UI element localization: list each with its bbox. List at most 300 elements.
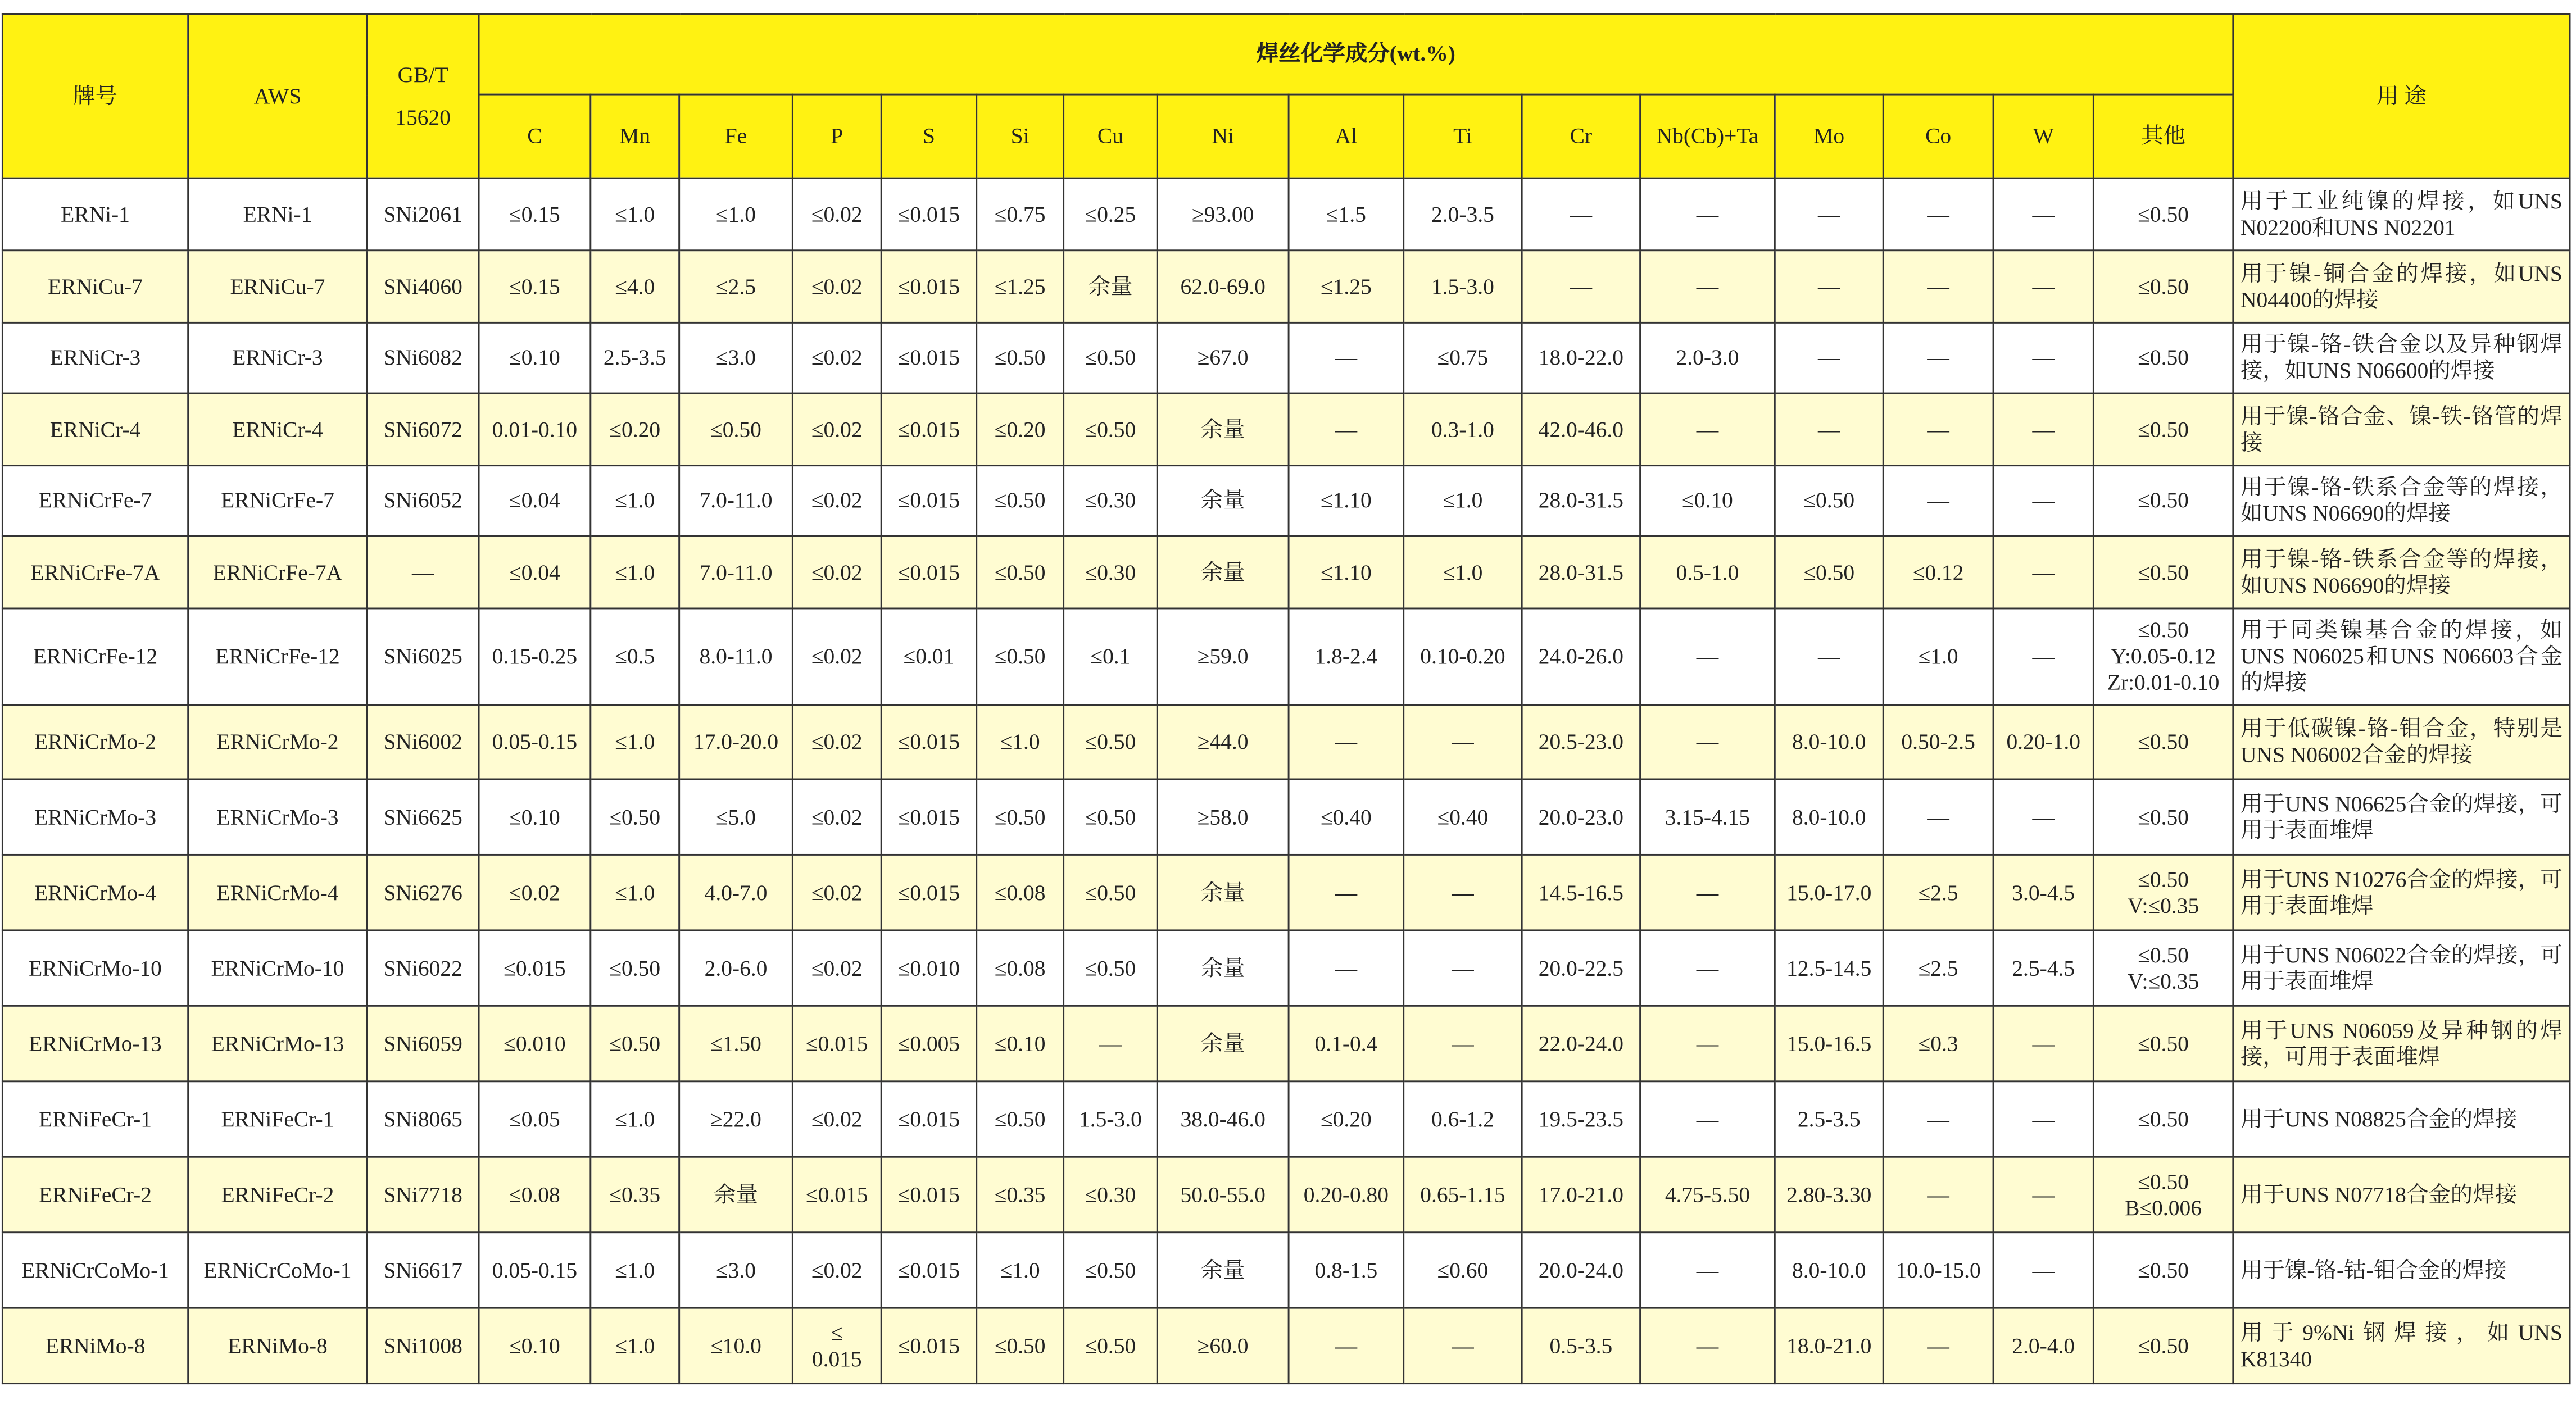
composition-cell: ≤0.10 — [479, 1308, 591, 1383]
aws-cell: ERNiCrMo-4 — [188, 855, 368, 930]
gbt-cell: SNi6002 — [367, 705, 479, 779]
grade-cell: ERNiMo-8 — [2, 1308, 188, 1383]
composition-cell: 24.0-26.0 — [1522, 608, 1640, 705]
composition-cell: ≥67.0 — [1157, 322, 1289, 393]
composition-cell: — — [1640, 1006, 1775, 1081]
composition-cell: 余量 — [1157, 536, 1289, 608]
composition-cell: ≤0.10 — [479, 779, 591, 855]
gbt-cell: SNi4060 — [367, 251, 479, 323]
grade-cell: ERNiCrFe-7 — [2, 466, 188, 537]
composition-cell: ≤0.10 — [1640, 466, 1775, 537]
composition-cell: — — [1404, 930, 1522, 1006]
composition-cell: 15.0-17.0 — [1775, 855, 1883, 930]
composition-cell: ≤2.5 — [1883, 930, 1993, 1006]
header-element: Co — [1883, 94, 1993, 178]
composition-cell: ≤0.02 — [792, 608, 881, 705]
composition-cell: ≤0.015 — [881, 1233, 977, 1308]
composition-cell: ≤0.20 — [977, 393, 1064, 466]
composition-cell: ≤0.35 — [977, 1157, 1064, 1232]
table-row — [2, 466, 2570, 537]
composition-cell: ≤1.0 — [591, 178, 679, 251]
composition-cell: ≤0.15 — [479, 251, 591, 323]
gbt-cell: SNi6052 — [367, 466, 479, 537]
composition-cell: — — [1775, 251, 1883, 323]
composition-cell: ≤10.0 — [679, 1308, 793, 1383]
composition-cell: ≤0.02 — [792, 393, 881, 466]
composition-cell: — — [1404, 855, 1522, 930]
composition-cell: 余量 — [679, 1157, 793, 1232]
composition-cell: — — [1883, 779, 1993, 855]
composition-cell: ≤1.10 — [1289, 466, 1404, 537]
composition-cell: ≤0.50 — [2093, 1006, 2233, 1081]
composition-cell: ≤0.08 — [977, 930, 1064, 1006]
composition-cell: 18.0-22.0 — [1522, 322, 1640, 393]
composition-cell: — — [1289, 1308, 1404, 1383]
composition-cell: — — [1883, 1157, 1993, 1232]
usage-cell: 用于UNS N06625合金的焊接，可用于表面堆焊 — [2233, 779, 2570, 855]
composition-cell: — — [1640, 1233, 1775, 1308]
composition-cell: ≤1.0 — [591, 536, 679, 608]
grade-cell: ERNiFeCr-2 — [2, 1157, 188, 1232]
composition-cell: ≤0.50 — [2093, 322, 2233, 393]
composition-cell: 余量 — [1157, 855, 1289, 930]
composition-cell: 2.0-3.0 — [1640, 322, 1775, 393]
usage-cell: 用于镍-铬-铁系合金等的焊接，如UNS N06690的焊接 — [2233, 466, 2570, 537]
aws-cell: ERNiCrMo-2 — [188, 705, 368, 779]
composition-cell: 2.0-6.0 — [679, 930, 793, 1006]
composition-cell: 2.5-4.5 — [1993, 930, 2093, 1006]
composition-cell: 20.0-24.0 — [1522, 1233, 1640, 1308]
composition-cell: ≤0.50 — [977, 1081, 1064, 1157]
composition-cell: ≤0.02 — [792, 466, 881, 537]
composition-cell: ≤0.50 — [977, 779, 1064, 855]
composition-cell: ≤1.10 — [1289, 536, 1404, 608]
composition-cell: ≥58.0 — [1157, 779, 1289, 855]
composition-cell: ≤1.0 — [591, 1081, 679, 1157]
composition-cell: ≤4.0 — [591, 251, 679, 323]
header-element: Si — [977, 94, 1064, 178]
composition-cell: ≤1.0 — [591, 705, 679, 779]
composition-cell: ≤0.010 — [881, 930, 977, 1006]
composition-cell: ≤0.50 — [591, 1006, 679, 1081]
usage-cell: 用于镍-铬-铁系合金等的焊接，如UNS N06690的焊接 — [2233, 536, 2570, 608]
composition-cell: ≤0.50 — [1064, 1233, 1158, 1308]
usage-cell: 用于低碳镍-铬-钼合金，特别是UNS N06002合金的焊接 — [2233, 705, 2570, 779]
composition-cell: 1.5-3.0 — [1404, 251, 1522, 323]
composition-cell: 2.5-3.5 — [1775, 1081, 1883, 1157]
composition-cell: ≤0.12 — [1883, 536, 1993, 608]
composition-cell: 0.50-2.5 — [1883, 705, 1993, 779]
composition-cell: 4.75-5.50 — [1640, 1157, 1775, 1232]
gbt-cell: SNi2061 — [367, 178, 479, 251]
usage-cell: 用于UNS N07718合金的焊接 — [2233, 1157, 2570, 1232]
table-row — [2, 1157, 2570, 1232]
composition-cell: ≤0.15 — [479, 178, 591, 251]
composition-cell: ≤2.5 — [1883, 855, 1993, 930]
gbt-cell: SNi6617 — [367, 1233, 479, 1308]
grade-cell: ERNiCrCoMo-1 — [2, 1233, 188, 1308]
composition-cell: — — [1404, 705, 1522, 779]
gbt-cell: SNi6082 — [367, 322, 479, 393]
composition-cell: 50.0-55.0 — [1157, 1157, 1289, 1232]
table-row — [2, 178, 2570, 251]
header-element: Mn — [591, 94, 679, 178]
composition-cell: — — [1993, 1081, 2093, 1157]
gbt-cell: SNi8065 — [367, 1081, 479, 1157]
composition-cell: ≤1.25 — [1289, 251, 1404, 323]
composition-cell: ≤0.02 — [792, 779, 881, 855]
aws-cell: ERNiCr-3 — [188, 322, 368, 393]
composition-cell: 20.5-23.0 — [1522, 705, 1640, 779]
grade-cell: ERNiCrFe-7A — [2, 536, 188, 608]
header-composition-title: 焊丝化学成分(wt.%) — [479, 14, 2233, 94]
composition-cell: 8.0-10.0 — [1775, 1233, 1883, 1308]
composition-cell: ≤0.04 — [479, 536, 591, 608]
composition-cell: ≤3.0 — [679, 1233, 793, 1308]
composition-cell: — — [1775, 178, 1883, 251]
composition-cell: 0.5-3.5 — [1522, 1308, 1640, 1383]
usage-cell: 用于UNS N10276合金的焊接，可用于表面堆焊 — [2233, 855, 2570, 930]
gbt-cell: SNi6022 — [367, 930, 479, 1006]
composition-cell: 2.5-3.5 — [591, 322, 679, 393]
composition-cell: 0.10-0.20 — [1404, 608, 1522, 705]
composition-cell: ≤0.75 — [1404, 322, 1522, 393]
gbt-cell: SNi6059 — [367, 1006, 479, 1081]
composition-cell: ≤1.0 — [591, 855, 679, 930]
composition-cell: — — [1640, 855, 1775, 930]
composition-cell: ≥22.0 — [679, 1081, 793, 1157]
grade-cell: ERNiFeCr-1 — [2, 1081, 188, 1157]
composition-cell: ≤0.08 — [479, 1157, 591, 1232]
composition-cell: — — [1775, 393, 1883, 466]
gbt-cell: SNi6072 — [367, 393, 479, 466]
composition-cell: — — [1640, 1081, 1775, 1157]
header-grade: 牌号 — [2, 14, 188, 178]
composition-cell: ≤0.015 — [881, 536, 977, 608]
composition-cell: 3.15-4.15 — [1640, 779, 1775, 855]
header-element: Nb(Cb)+Ta — [1640, 94, 1775, 178]
composition-cell: — — [1883, 466, 1993, 537]
composition-cell: ≤0.60 — [1404, 1233, 1522, 1308]
aws-cell: ERNiFeCr-2 — [188, 1157, 368, 1232]
composition-cell: ≤0.50 — [977, 1308, 1064, 1383]
composition-cell: ≤0.40 — [1404, 779, 1522, 855]
composition-cell: ≤1.0 — [1404, 466, 1522, 537]
grade-cell: ERNiCrFe-12 — [2, 608, 188, 705]
composition-cell: — — [1883, 1308, 1993, 1383]
composition-cell: ≤0.02 — [792, 178, 881, 251]
composition-cell: 7.0-11.0 — [679, 466, 793, 537]
composition-cell: ≤1.0 — [591, 1308, 679, 1383]
header-element: S — [881, 94, 977, 178]
composition-cell: ≥93.00 — [1157, 178, 1289, 251]
composition-cell: — — [1640, 393, 1775, 466]
table-row — [2, 322, 2570, 393]
header-element: P — [792, 94, 881, 178]
composition-cell: 10.0-15.0 — [1883, 1233, 1993, 1308]
composition-cell: ≤0.40 — [1289, 779, 1404, 855]
table-row — [2, 930, 2570, 1006]
composition-cell: ≤0.50 B≤0.006 — [2093, 1157, 2233, 1232]
composition-cell: 0.3-1.0 — [1404, 393, 1522, 466]
composition-cell: ≤0.50 — [591, 779, 679, 855]
composition-cell: — — [1640, 608, 1775, 705]
composition-cell: — — [1883, 1081, 1993, 1157]
composition-cell: 0.05-0.15 — [479, 705, 591, 779]
usage-cell: 用于9%Ni钢焊接，如UNS K81340 — [2233, 1308, 2570, 1383]
composition-cell: ≤0.005 — [881, 1006, 977, 1081]
composition-cell: 18.0-21.0 — [1775, 1308, 1883, 1383]
composition-cell: 0.6-1.2 — [1404, 1081, 1522, 1157]
composition-cell: ≤0.015 — [792, 1157, 881, 1232]
composition-cell: 14.5-16.5 — [1522, 855, 1640, 930]
composition-cell: — — [1993, 393, 2093, 466]
composition-cell: — — [1640, 1308, 1775, 1383]
composition-cell: — — [1522, 178, 1640, 251]
composition-cell: ≤1.0 — [1883, 608, 1993, 705]
composition-cell: ≤0.50 — [977, 536, 1064, 608]
composition-cell: ≤1.50 — [679, 1006, 793, 1081]
composition-cell: ≤0.50 — [2093, 466, 2233, 537]
composition-cell: — — [1993, 1233, 2093, 1308]
welding-wire-composition-table — [2, 13, 2571, 1384]
table-row — [2, 608, 2570, 705]
composition-cell: 余量 — [1157, 393, 1289, 466]
composition-cell: 2.0-3.5 — [1404, 178, 1522, 251]
composition-cell: — — [1640, 705, 1775, 779]
composition-cell: ≤0.015 — [881, 705, 977, 779]
composition-cell: ≤1.25 — [977, 251, 1064, 323]
aws-cell: ERNi-1 — [188, 178, 368, 251]
composition-cell: 15.0-16.5 — [1775, 1006, 1883, 1081]
header-gbt: GB/T 15620 — [367, 14, 479, 178]
composition-cell: ≤0.50 — [977, 466, 1064, 537]
table-row — [2, 1233, 2570, 1308]
composition-cell: ≤2.5 — [679, 251, 793, 323]
grade-cell: ERNiCrMo-2 — [2, 705, 188, 779]
composition-cell: — — [1993, 322, 2093, 393]
aws-cell: ERNiCr-4 — [188, 393, 368, 466]
composition-cell: ≤0.30 — [1064, 1157, 1158, 1232]
composition-cell: ≤3.0 — [679, 322, 793, 393]
composition-cell: 22.0-24.0 — [1522, 1006, 1640, 1081]
composition-cell: — — [1993, 1006, 2093, 1081]
composition-cell: 62.0-69.0 — [1157, 251, 1289, 323]
composition-cell: — — [1993, 536, 2093, 608]
composition-cell: — — [1993, 251, 2093, 323]
composition-cell: — — [1775, 322, 1883, 393]
composition-cell: ≤0.50 — [2093, 393, 2233, 466]
header-element: Ni — [1157, 94, 1289, 178]
header-element: Cu — [1064, 94, 1158, 178]
composition-cell: ≤0.50 — [1064, 705, 1158, 779]
composition-cell: 17.0-21.0 — [1522, 1157, 1640, 1232]
header-aws: AWS — [188, 14, 368, 178]
usage-cell: 用于UNS N08825合金的焊接 — [2233, 1081, 2570, 1157]
composition-cell: ≤0.50 — [2093, 251, 2233, 323]
composition-cell: — — [1775, 608, 1883, 705]
composition-cell: ≤0.25 — [1064, 178, 1158, 251]
composition-cell: ≤0.50 — [1775, 536, 1883, 608]
composition-cell: 4.0-7.0 — [679, 855, 793, 930]
composition-cell: ≤0.08 — [977, 855, 1064, 930]
aws-cell: ERNiCrMo-10 — [188, 930, 368, 1006]
composition-cell: ≤0.10 — [977, 1006, 1064, 1081]
composition-cell: ≤1.0 — [1404, 536, 1522, 608]
composition-cell: 0.01-0.10 — [479, 393, 591, 466]
composition-cell: — — [1993, 1157, 2093, 1232]
composition-cell: — — [1640, 178, 1775, 251]
composition-cell: ≤0.02 — [792, 251, 881, 323]
composition-cell: 余量 — [1157, 930, 1289, 1006]
aws-cell: ERNiFeCr-1 — [188, 1081, 368, 1157]
aws-cell: ERNiCrMo-3 — [188, 779, 368, 855]
table-row — [2, 1081, 2570, 1157]
composition-cell: 12.5-14.5 — [1775, 930, 1883, 1006]
table-row — [2, 251, 2570, 323]
composition-cell: ≤1.0 — [591, 466, 679, 537]
composition-cell: ≤0.01 — [881, 608, 977, 705]
composition-cell: ≤0.50 — [1064, 1308, 1158, 1383]
composition-cell: 20.0-23.0 — [1522, 779, 1640, 855]
composition-cell: ≤0.02 — [792, 322, 881, 393]
composition-cell: 0.20-0.80 — [1289, 1157, 1404, 1232]
composition-cell: ≤0.02 — [792, 930, 881, 1006]
composition-cell: ≤0.015 — [881, 1157, 977, 1232]
composition-cell: 42.0-46.0 — [1522, 393, 1640, 466]
composition-cell: 余量 — [1157, 1233, 1289, 1308]
composition-cell: ≤0.015 — [881, 1308, 977, 1383]
composition-cell: 余量 — [1064, 251, 1158, 323]
aws-cell: ERNiCrMo-13 — [188, 1006, 368, 1081]
composition-cell: 2.0-4.0 — [1993, 1308, 2093, 1383]
composition-cell: ≤0.50 Y:0.05-0.12 Zr:0.01-0.10 — [2093, 608, 2233, 705]
composition-cell: 28.0-31.5 — [1522, 536, 1640, 608]
composition-cell: ≤0.50 — [2093, 1308, 2233, 1383]
gbt-cell: SNi6276 — [367, 855, 479, 930]
aws-cell: ERNiMo-8 — [188, 1308, 368, 1383]
composition-cell: ≤0.010 — [479, 1006, 591, 1081]
composition-cell: ≤1.0 — [977, 1233, 1064, 1308]
composition-cell: ≤0.50 — [1064, 779, 1158, 855]
composition-cell: 0.20-1.0 — [1993, 705, 2093, 779]
composition-cell: ≤0.35 — [591, 1157, 679, 1232]
composition-cell: ≤0.50 — [2093, 536, 2233, 608]
table-row — [2, 779, 2570, 855]
composition-cell: — — [1289, 393, 1404, 466]
composition-cell: ≤0.015 — [881, 393, 977, 466]
composition-cell: — — [1883, 251, 1993, 323]
composition-cell: ≤0.015 — [881, 466, 977, 537]
aws-cell: ERNiCrFe-7A — [188, 536, 368, 608]
composition-cell: 8.0-10.0 — [1775, 779, 1883, 855]
composition-cell: 28.0-31.5 — [1522, 466, 1640, 537]
composition-cell: ≤0.02 — [792, 1081, 881, 1157]
usage-cell: 用于同类镍基合金的焊接，如UNS N06025和UNS N06603合金的焊接 — [2233, 608, 2570, 705]
composition-cell: ≤0.04 — [479, 466, 591, 537]
composition-cell: — — [1883, 178, 1993, 251]
composition-cell: ≥44.0 — [1157, 705, 1289, 779]
header-element: Cr — [1522, 94, 1640, 178]
composition-cell: 38.0-46.0 — [1157, 1081, 1289, 1157]
composition-cell: ≤0.015 — [881, 1081, 977, 1157]
composition-cell: ≤ 0.015 — [792, 1308, 881, 1383]
composition-cell: 19.5-23.5 — [1522, 1081, 1640, 1157]
gbt-cell: SNi6025 — [367, 608, 479, 705]
composition-cell: — — [1993, 779, 2093, 855]
composition-cell: ≤0.50 — [977, 322, 1064, 393]
composition-cell: ≤0.10 — [479, 322, 591, 393]
composition-cell: ≤0.50 — [977, 608, 1064, 705]
composition-cell: 1.8-2.4 — [1289, 608, 1404, 705]
usage-cell: 用于镍-铜合金的焊接，如UNS N04400的焊接 — [2233, 251, 2570, 323]
composition-cell: ≤0.015 — [881, 178, 977, 251]
composition-cell: — — [1289, 855, 1404, 930]
composition-cell: ≤0.50 — [1064, 322, 1158, 393]
composition-cell: — — [1289, 322, 1404, 393]
grade-cell: ERNi-1 — [2, 178, 188, 251]
aws-cell: ERNiCrFe-7 — [188, 466, 368, 537]
composition-cell: 0.1-0.4 — [1289, 1006, 1404, 1081]
composition-cell: ≤0.30 — [1064, 536, 1158, 608]
composition-cell: ≤0.015 — [792, 1006, 881, 1081]
composition-cell: — — [1993, 466, 2093, 537]
usage-cell: 用于工业纯镍的焊接，如UNS N02200和UNS N02201 — [2233, 178, 2570, 251]
table-row — [2, 536, 2570, 608]
header-element: W — [1993, 94, 2093, 178]
composition-cell: ≤0.50 — [2093, 178, 2233, 251]
composition-cell: ≤0.30 — [1064, 466, 1158, 537]
composition-cell: — — [1993, 608, 2093, 705]
header-element: C — [479, 94, 591, 178]
composition-cell: — — [1289, 930, 1404, 1006]
composition-cell: ≤1.0 — [679, 178, 793, 251]
header-usage: 用 途 — [2233, 14, 2570, 178]
composition-cell: ≤0.75 — [977, 178, 1064, 251]
aws-cell: ERNiCu-7 — [188, 251, 368, 323]
grade-cell: ERNiCr-3 — [2, 322, 188, 393]
composition-cell: — — [1064, 1006, 1158, 1081]
gbt-cell: SNi1008 — [367, 1308, 479, 1383]
composition-cell: ≤0.50 — [679, 393, 793, 466]
composition-cell: 8.0-11.0 — [679, 608, 793, 705]
composition-cell: ≤0.5 — [591, 608, 679, 705]
usage-cell: 用于镍-铬-钴-钼合金的焊接 — [2233, 1233, 2570, 1308]
grade-cell: ERNiCrMo-13 — [2, 1006, 188, 1081]
composition-cell: ≤0.50 — [591, 930, 679, 1006]
composition-cell: — — [1640, 251, 1775, 323]
composition-cell: ≤0.50 V:≤0.35 — [2093, 855, 2233, 930]
composition-cell: 0.8-1.5 — [1289, 1233, 1404, 1308]
composition-cell: ≤1.5 — [1289, 178, 1404, 251]
composition-cell: ≤0.20 — [1289, 1081, 1404, 1157]
grade-cell: ERNiCrMo-4 — [2, 855, 188, 930]
header-element: 其他 — [2093, 94, 2233, 178]
composition-cell: — — [1404, 1308, 1522, 1383]
composition-cell: 2.80-3.30 — [1775, 1157, 1883, 1232]
composition-cell: ≤0.05 — [479, 1081, 591, 1157]
composition-cell: ≤0.50 V:≤0.35 — [2093, 930, 2233, 1006]
composition-cell: 20.0-22.5 — [1522, 930, 1640, 1006]
composition-cell: — — [1289, 705, 1404, 779]
composition-cell: ≤0.50 — [2093, 779, 2233, 855]
gbt-cell: SNi6625 — [367, 779, 479, 855]
composition-cell: 余量 — [1157, 1006, 1289, 1081]
composition-cell: ≤0.50 — [2093, 1081, 2233, 1157]
composition-cell: ≤0.015 — [881, 322, 977, 393]
composition-cell: ≥59.0 — [1157, 608, 1289, 705]
composition-cell: ≤0.02 — [792, 855, 881, 930]
